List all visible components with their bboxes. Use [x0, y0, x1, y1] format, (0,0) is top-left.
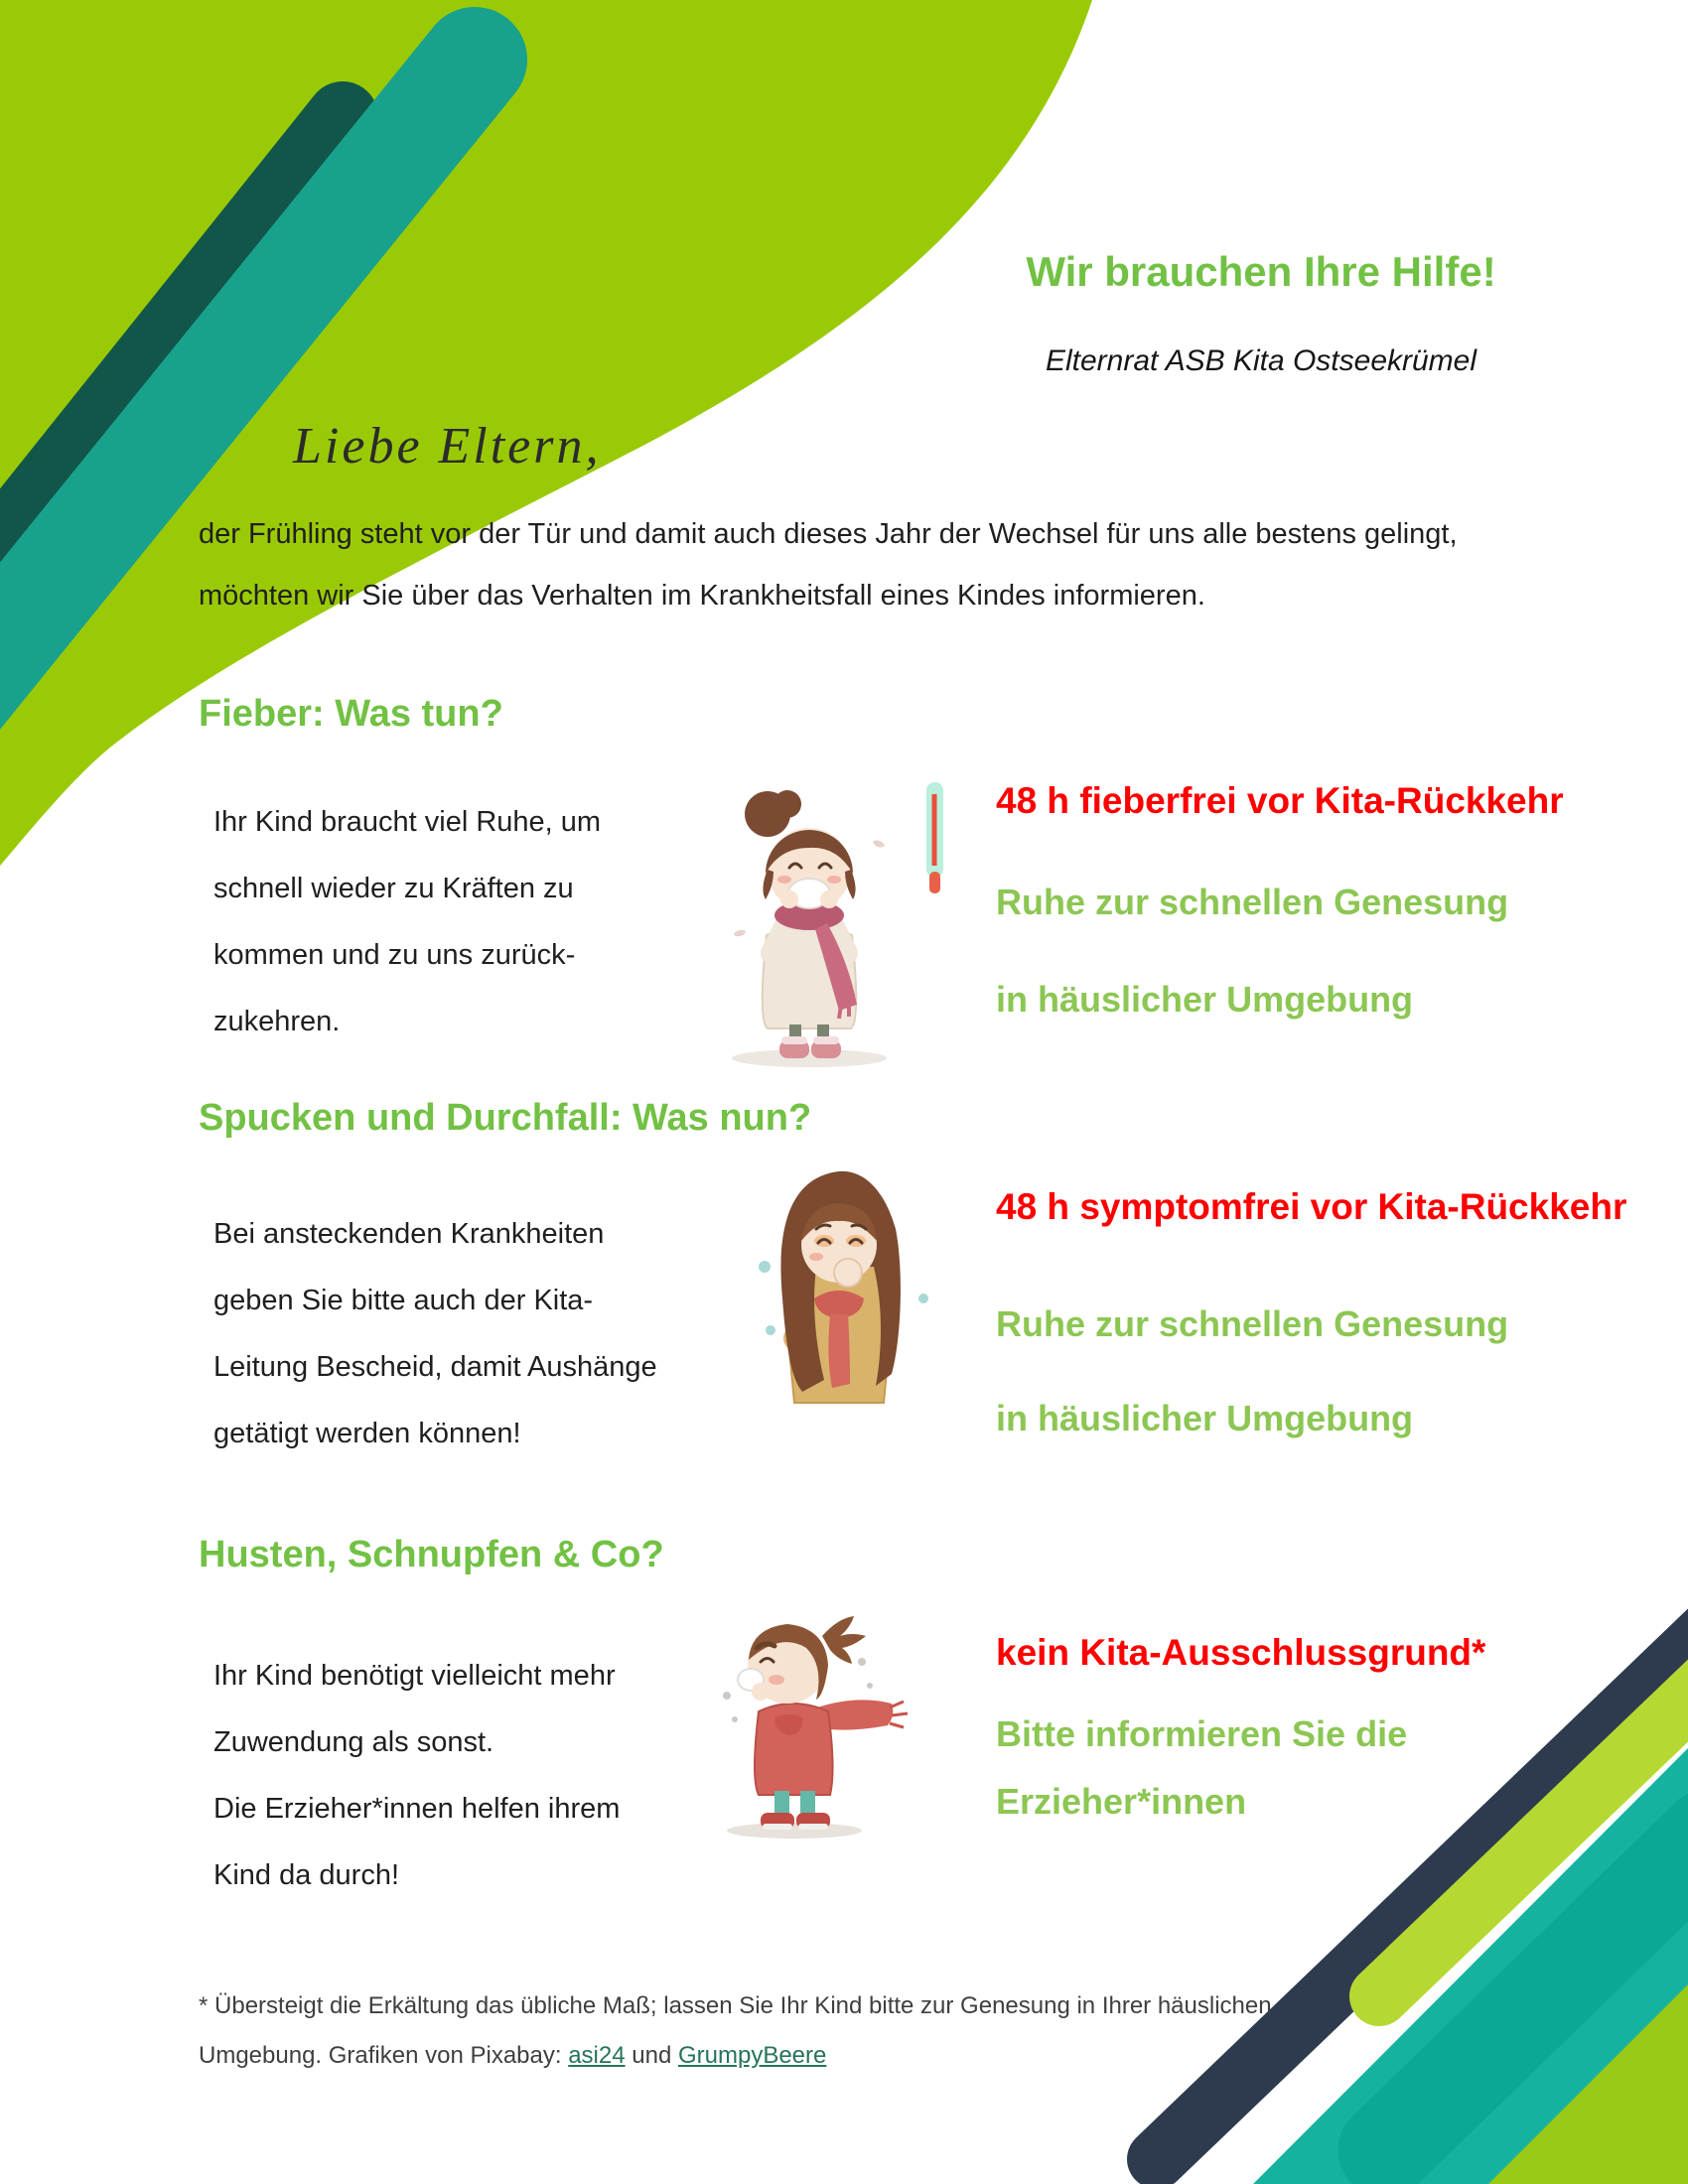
highlight-informieren: Bitte informieren Sie die	[996, 1713, 1408, 1754]
body-line: geben Sie bitte auch der Kita-	[213, 1285, 594, 1316]
body-line: Leitung Bescheid, damit Aushänge	[213, 1351, 657, 1383]
intro-line-1: der Frühling steht vor der Tür und damit auch dieses Jahr der Wechsel für uns alle bestens gelingt,	[199, 518, 1458, 550]
body-line: Kind da durch!	[213, 1859, 400, 1891]
highlight-kein-ausschluss: kein Kita-Ausschlussgrund*	[996, 1632, 1486, 1673]
highlight-umgebung: in häuslicher Umgebung	[996, 1398, 1414, 1438]
intro-line-2: möchten wir Sie über das Verhalten im Krankheitsfall eines Kindes informieren.	[199, 580, 1205, 612]
body-line: Ihr Kind benötigt vielleicht mehr	[213, 1660, 616, 1692]
link-grumpybeere[interactable]: GrumpyBeere	[677, 2042, 827, 2069]
body-line: Ihr Kind braucht viel Ruhe, um	[213, 806, 602, 838]
section-heading-spucken: Spucken und Durchfall: Was nun?	[199, 1097, 812, 1139]
sick-girl-illustration	[710, 774, 968, 1072]
highlight-ruhe: Ruhe zur schnellen Genesung	[996, 1303, 1509, 1344]
highlight-erzieher: Erzieher*innen	[996, 1781, 1247, 1822]
section-heading-fieber: Fieber: Was tun?	[199, 693, 503, 735]
body-line: Zuwendung als sonst.	[213, 1726, 494, 1758]
body-line: zukehren.	[213, 1006, 341, 1037]
highlight-fieberfrei: 48 h fieberfrei vor Kita-Rückkehr	[996, 780, 1564, 821]
body-line: schnell wieder zu Kräften zu	[213, 873, 574, 904]
link-asi24[interactable]: asi24	[568, 2042, 626, 2069]
salutation: Liebe Eltern,	[293, 418, 602, 475]
body-line: kommen und zu uns zurück-	[213, 939, 576, 971]
section-body-fieber	[213, 789, 730, 1055]
highlight-symptomfrei: 48 h symptomfrei vor Kita-Rückkehr	[996, 1186, 1627, 1227]
body-line: Bei ansteckenden Krankheiten	[213, 1218, 605, 1250]
section-body-spucken	[213, 1201, 730, 1467]
page-subtitle: Elternrat ASB Kita Ostseekrümel	[1045, 344, 1477, 377]
footnote-line-1: * Übersteigt die Erkältung das übliche Maß; lassen Sie Ihr Kind bitte zur Genesung in Ihrer häuslichen	[199, 1992, 1272, 2019]
body-line: Die Erzieher*innen helfen ihrem	[213, 1793, 621, 1825]
highlight-umgebung: in häuslicher Umgebung	[996, 979, 1414, 1020]
footnote-credit-text: und	[625, 2042, 678, 2069]
bottom-right-stripes-decoration	[1092, 1588, 1688, 2184]
section-heading-husten: Husten, Schnupfen & Co?	[199, 1534, 664, 1575]
page-title: Wir brauchen Ihre Hilfe!	[1026, 248, 1496, 295]
section-body-husten	[213, 1643, 730, 1909]
coughing-girl-illustration	[735, 1150, 963, 1447]
sneezing-child-illustration	[685, 1600, 928, 1843]
highlight-ruhe: Ruhe zur schnellen Genesung	[996, 882, 1509, 922]
footnote-line-2	[199, 2031, 1440, 2081]
footnote-credit-text: Umgebung. Grafiken von Pixabay:	[199, 2042, 569, 2069]
body-line: getätigt werden können!	[213, 1418, 521, 1449]
